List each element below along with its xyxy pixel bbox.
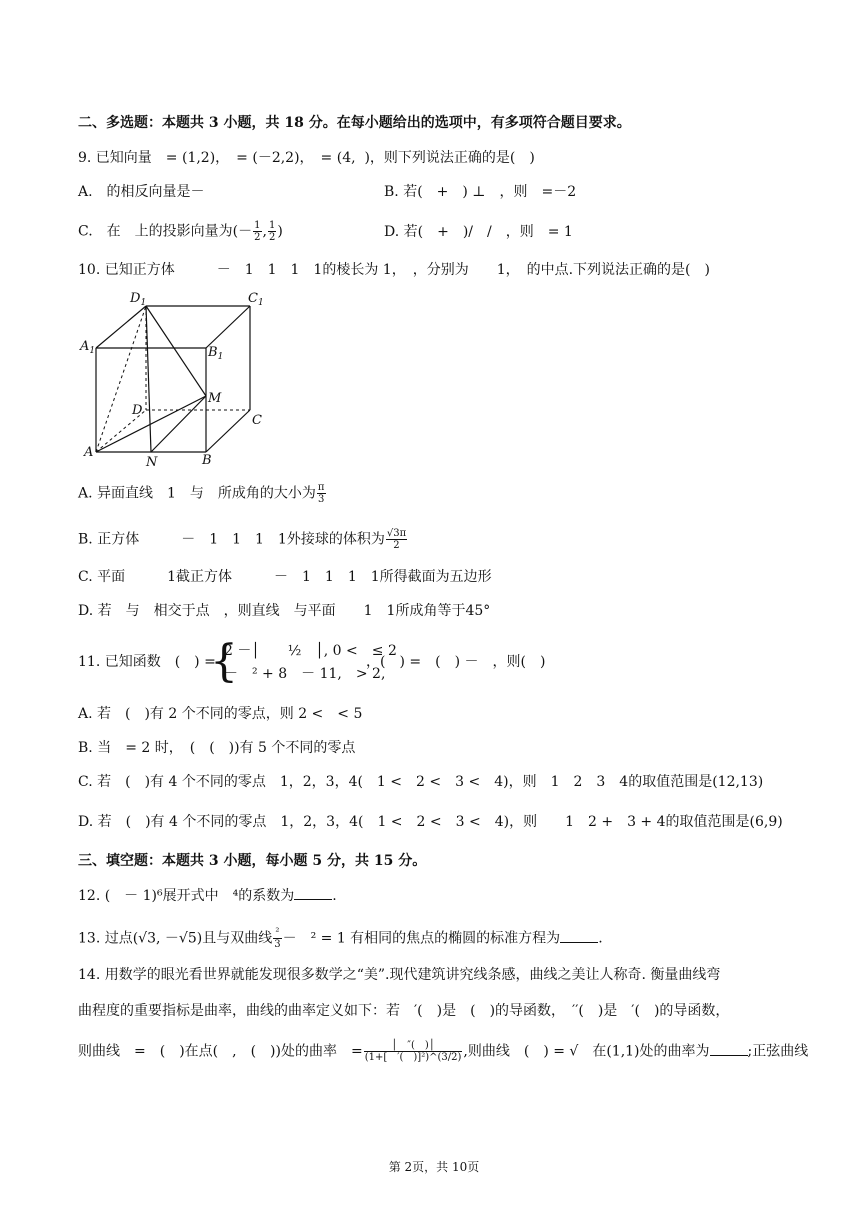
section-header-fill-blank: 三、填空题：本题共 3 小题，每小题 5 分，共 15 分。	[78, 853, 427, 869]
fraction: $\frac{1}{2}$	[268, 220, 276, 243]
question-10-option-b: B. 正方体 － 1 1 1 1外接球的体积为 $\frac{√3\pi}{2}$	[78, 528, 407, 551]
piecewise-brace: {	[210, 636, 238, 687]
fraction: $\frac{√3\pi}{2}$	[386, 528, 407, 551]
label-b1: $B_1$	[208, 345, 224, 362]
question-9-option-a: A. 的相反向量是－	[78, 184, 205, 200]
question-11-option-b: B. 当 = 2 时， ( ( ))有 5 个不同的零点	[78, 740, 356, 756]
question-11-option-a: A. 若 ( )有 2 个不同的零点，则 2 < < 5	[78, 706, 363, 722]
question-9-option-c: C. 在 上的投影向量为(－ $\frac{1}{2}$ , $\frac{1}{2}$ )	[78, 220, 283, 243]
fraction: $\frac{\text{²}}{3}$	[274, 927, 281, 950]
question-11-stem-post: ，( ) = ( ) － ，则( )	[366, 654, 546, 670]
question-9-option-b: B. 若( + ) ⊥ ，则 =－2	[384, 184, 577, 200]
label-d: D	[132, 403, 143, 418]
question-10-stem: 10. 已知正方体 － 1 1 1 1的棱长为 1， ，分别为 1， 的中点.下列说法正确的是( )	[78, 262, 710, 278]
question-11-stem-pre: 11. 已知函数 ( ) =	[78, 654, 216, 670]
answer-blank	[294, 885, 332, 900]
label-a1: $A_1$	[80, 339, 96, 356]
question-9-option-d: D. 若( + )/ / ，则 = 1	[384, 224, 573, 240]
label-d1: $D_1$	[130, 291, 147, 308]
question-14-line-3: 则曲线 = ( )在点( , ( ))处的曲率 = $\frac{│ ''( )│}{\text{(1+[ ′( )]²)\textasciicircum{}(3/2)}}$ ,则曲线 ( ) = √ 在(1,1)处的曲率为 ;正弦曲线	[78, 1040, 809, 1063]
label-a: A	[84, 445, 94, 460]
question-10-option-c: C. 平面 1截正方体 － 1 1 1 1所得截面为五边形	[78, 569, 492, 585]
answer-blank	[710, 1041, 748, 1056]
fraction: $\frac{\pi}{3}$	[317, 482, 325, 505]
piecewise-line-1: 2 －│ ½ │, 0 < ≤ 2	[224, 643, 397, 659]
section-header-multiple-choice: 二、多选题：本题共 3 小题，共 18 分。在每小题给出的选项中，有多项符合题目要求。	[78, 115, 631, 131]
piecewise-line-2: － ² + 8 － 11, > 2,	[224, 666, 386, 682]
question-12: 12. ( － 1)⁶展开式中 ⁴的系数为 .	[78, 885, 337, 906]
label-c1: $C_1$	[248, 291, 264, 308]
question-10-option-a: A. 异面直线 1 与 所成角的大小为 $\frac{\pi}{3}$	[78, 482, 325, 505]
question-11-option-d: D. 若 ( )有 4 个不同的零点 1，2，3，4( 1 < 2 < 3 < 4)，则 1 2 + 3 + 4的取值范围是(6,9)	[78, 814, 783, 830]
label-m: M	[208, 391, 222, 406]
label-c: C	[252, 413, 262, 428]
label-n: N	[146, 455, 158, 470]
question-10-option-d: D. 若 与 相交于点 ，则直线 与平面 1 1所成角等于45°	[78, 603, 491, 619]
fraction: $\frac{1}{2}$	[254, 220, 261, 243]
question-14-line-1: 14. 用数学的眼光看世界就能发现很多数学之“美”.现代建筑讲究线条感，曲线之美让人称奇. 衡量曲线弯	[78, 967, 721, 983]
option-c-text: C. 在 上的投影向量为(－	[78, 223, 253, 240]
label-b: B	[202, 453, 212, 468]
curvature-fraction: $\frac{│ ''( )│}{\text{(1+[ ′( )]²)\textasciicircum{}(3/2)}}$	[364, 1040, 462, 1063]
question-11-option-c: C. 若 ( )有 4 个不同的零点 1，2，3，4( 1 < 2 < 3 < 4)，则 1 2 3 4的取值范围是(12,13)	[78, 774, 764, 790]
cube-figure	[78, 284, 278, 470]
page-footer: 第 2页，共 10页	[388, 1160, 480, 1174]
question-9-stem: 9. 已知向量 = (1,2)， = (－2,2)， = (4, )，则下列说法正确的是( )	[78, 150, 535, 166]
answer-blank	[560, 928, 598, 943]
question-13: 13. 过点(√3, －√5)且与双曲线 $\frac{\text{²}}{3}$ － ² = 1 有相同的焦点的椭圆的标准方程为 .	[78, 927, 603, 950]
question-14-line-2: 曲程度的重要指标是曲率，曲线的曲率定义如下：若 ′( )是 ( )的导函数， ′′( )是 ′( )的导函数，	[78, 1003, 730, 1019]
